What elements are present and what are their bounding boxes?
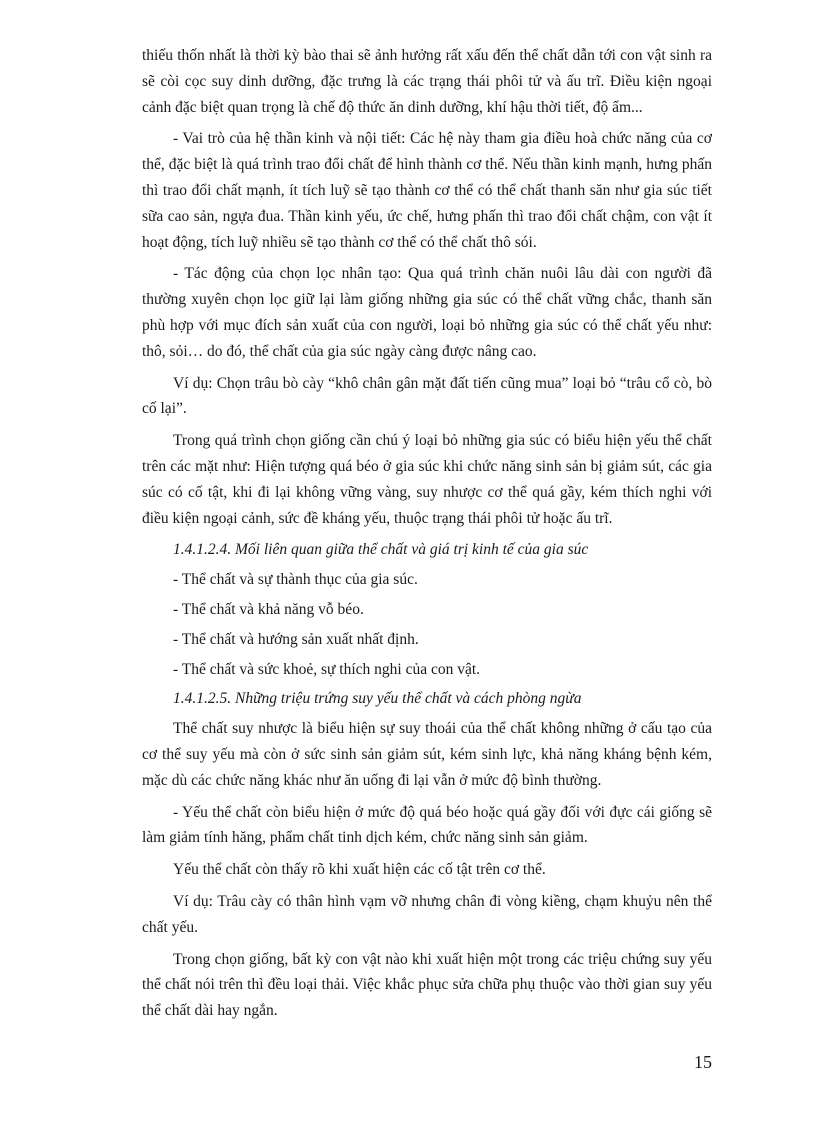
paragraph-culling: Trong chọn giống, bất kỳ con vật nào khi xuất hiện một trong các triệu chứng suy yếu thể chất nói trên thì đều loại thải. Việc khắc phục sửa chữa phụ thuộc vào thời gian suy yếu thể chất dài hay ngắn. xyxy=(142,950,712,1020)
list-item: - Thể chất và hướng sản xuất nhất định. xyxy=(173,630,419,648)
section-heading-1-4-1-2-5: 1.4.1.2.5. Những triệu trứng suy yếu thể chất và cách phòng ngừa xyxy=(173,690,582,708)
section-heading-1-4-1-2-4: 1.4.1.2.4. Mối liên quan giữa thể chất và giá trị kinh tế của gia súc xyxy=(173,541,589,559)
paragraph-artificial-selection: - Tác động của chọn lọc nhân tạo: Qua quá trình chăn nuôi lâu dài con người đã thường xuyên chọn lọc giữ lại làm giống những gia súc có thể chất vững chắc, thanh săn phù hợp với mục đích sản xuất của con người, loại bỏ những gia súc có thể chất yếu như: thô, sỏi… do đó, thể chất của gia súc ngày càng được nâng cao. xyxy=(142,265,712,360)
paragraph-defects: Yếu thể chất còn thấy rõ khi xuất hiện các cố tật trên cơ thể. xyxy=(173,861,546,879)
paragraph-weak-constitution: Thể chất suy nhược là biểu hiện sự suy thoái của thể chất không những ở cấu tạo của cơ thể suy yếu mà còn ở sức sinh sản giảm sút, kém sinh lực, khả năng kháng bệnh kém, mặc dù các chức năng khác như ăn uống đi lại vẫn ở mức độ bình thường. xyxy=(142,720,712,789)
paragraph-selection-process: Trong quá trình chọn giống cần chú ý loại bỏ những gia súc có biểu hiện yếu thể chất trên các mặt như: Hiện tượng quá béo ở gia súc khi chức năng sinh sản bị giảm sút, các gia súc có cố tật, khi đi lại không vững vàng, suy nhược cơ thể quá gầy, kém thích nghi với điều kiện ngoại cảnh, sức đề kháng yếu, thuộc trạng thái phôi tử hoặc ấu trĩ. xyxy=(142,432,712,527)
paragraph-continuation: thiếu thốn nhất là thời kỳ bào thai sẽ ảnh hưởng rất xấu đến thể chất dẫn tới con vật sinh ra sẽ còi cọc suy dinh dưỡng, đặc trưng là các trạng thái phôi tử và ấu trĩ. Điều kiện ngoại cảnh đặc biệt quan trọng là chế độ thức ăn dinh dưỡng, khí hậu thời tiết, độ ẩm... xyxy=(142,47,712,116)
paragraph-example-legs: Ví dụ: Trâu cày có thân hình vạm vỡ nhưng chân đi vòng kiềng, chạm khuỷu nên thể chất yếu. xyxy=(142,892,712,936)
page-body xyxy=(142,43,712,1024)
page-number: 15 xyxy=(694,1052,712,1072)
list-item: - Thể chất và khả năng vỗ béo. xyxy=(173,600,364,618)
list-item: - Thể chất và sự thành thục của gia súc. xyxy=(173,571,418,589)
paragraph-example-buffalo: Ví dụ: Chọn trâu bò cày “khô chân gân mặt đất tiến cũng mua” loại bỏ “trâu cổ cò, bò cố lại”. xyxy=(142,374,712,418)
paragraph-over-under-weight: - Yếu thể chất còn biểu hiện ở mức độ quá béo hoặc quá gầy đối với đực cái giống sẽ làm giảm tính hăng, phẩm chất tinh dịch kém, chức năng sinh sản giảm. xyxy=(142,803,712,847)
paragraph-nervous-system: - Vai trò của hệ thần kinh và nội tiết: Các hệ này tham gia điều hoà chức năng của cơ thể, đặc biệt là quá trình trao đổi chất để hình thành cơ thể. Nếu thần kinh mạnh, hưng phấn thì trao đổi chất mạnh, ít tích luỹ sẽ tạo thành cơ thể có thể chất thanh săn như gia súc tiết sữa cao sản, ngựa đua. Thần kinh yếu, ức chế, hưng phấn thì trao đổi chất chậm, con vật ít hoạt động, tích luỹ nhiều sẽ tạo thành cơ thể có thể chất thô sói. xyxy=(142,130,712,251)
list-item: - Thể chất và sức khoẻ, sự thích nghi của con vật. xyxy=(173,660,481,678)
